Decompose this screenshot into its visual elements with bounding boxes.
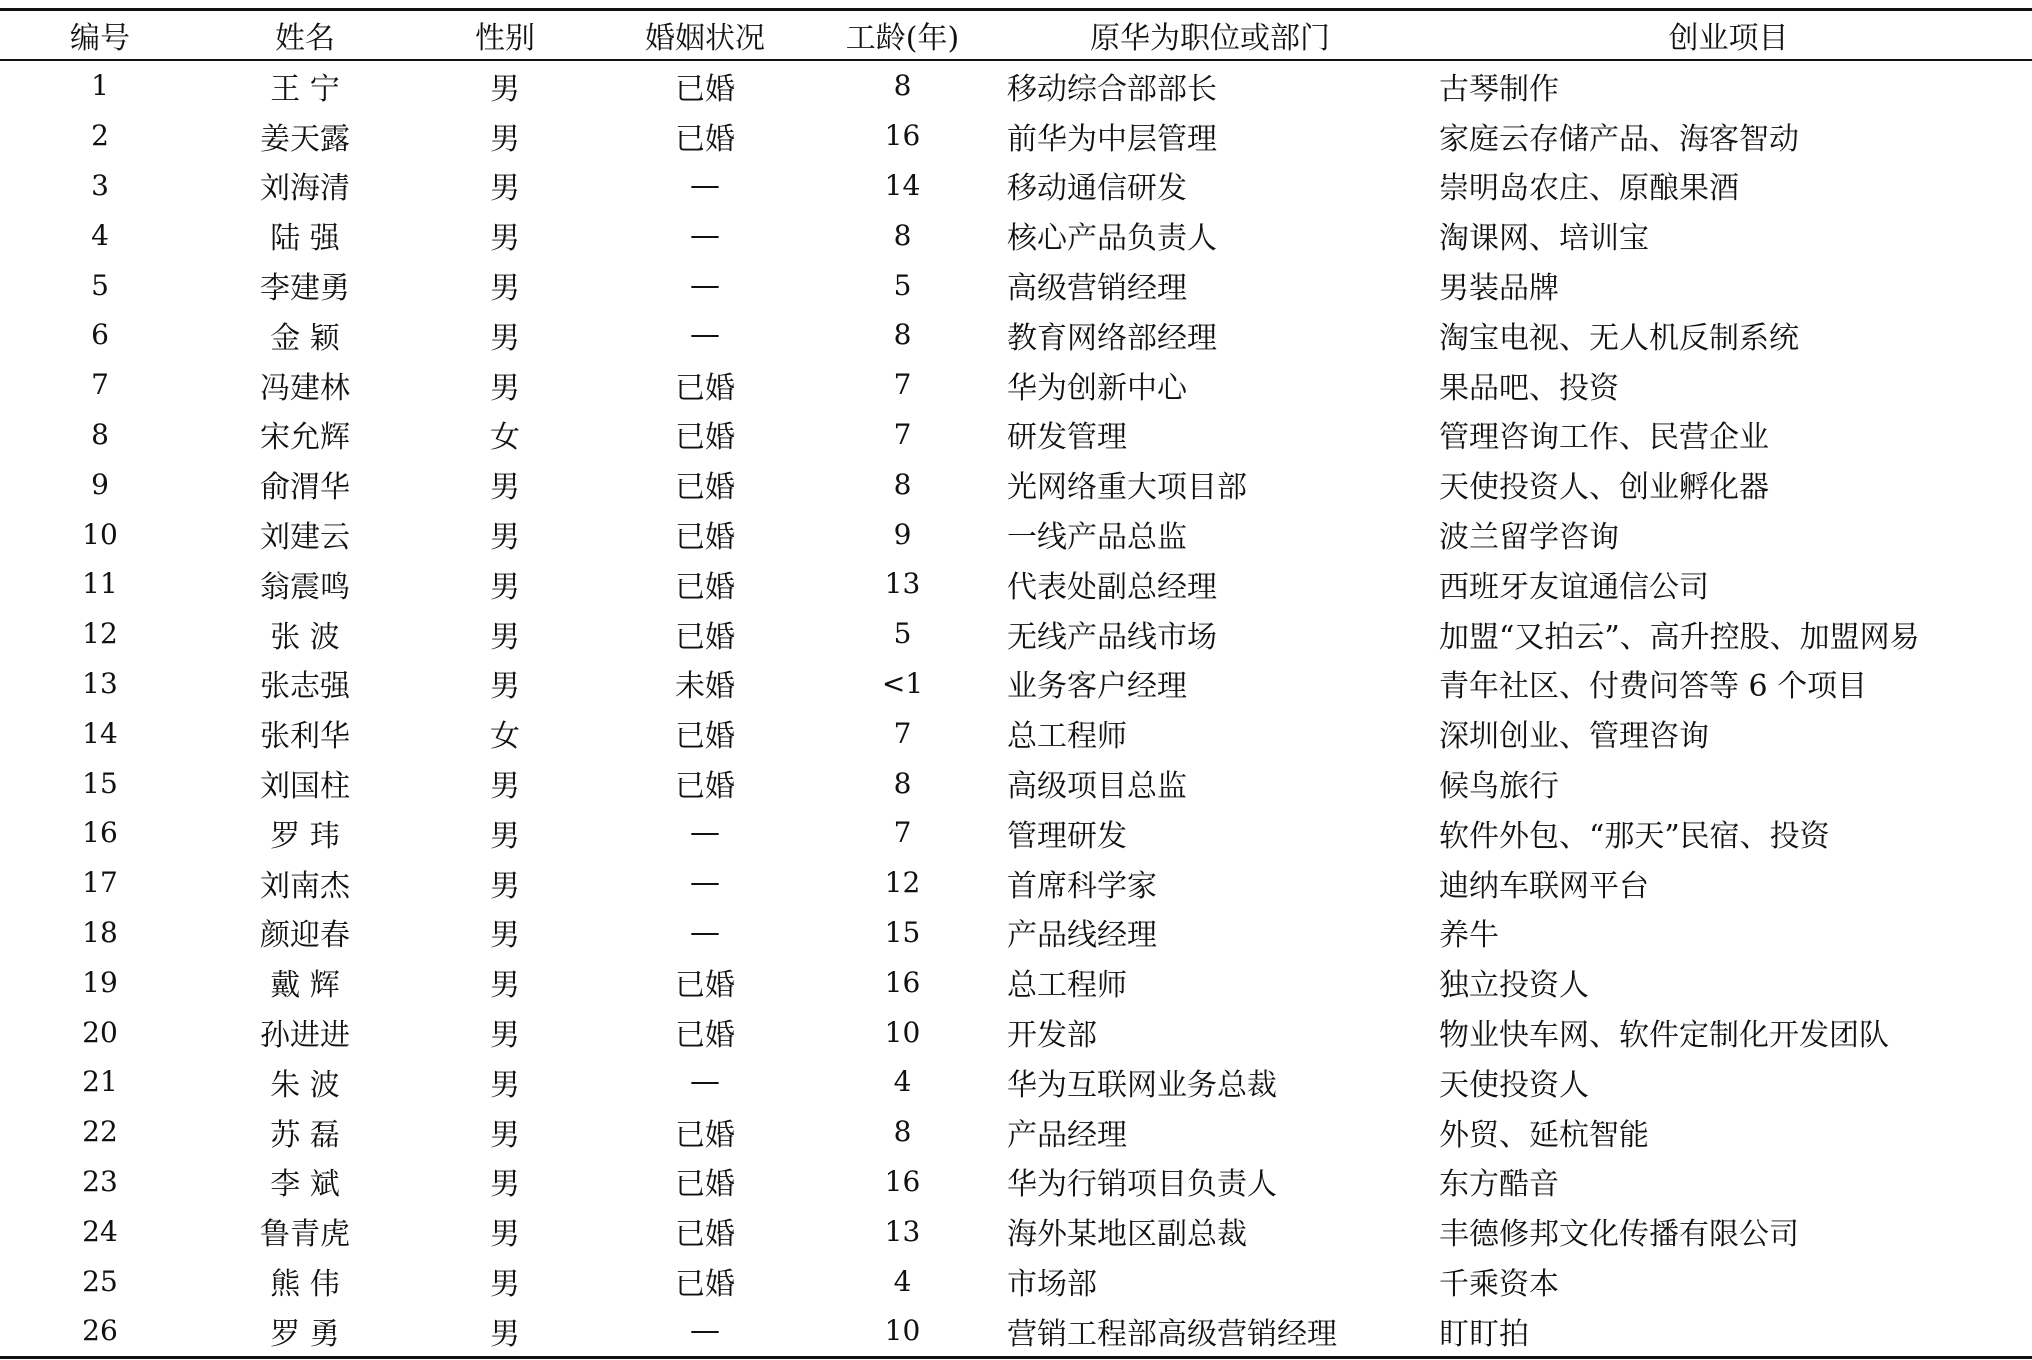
cell-position: 产品经理: [1007, 1117, 1127, 1153]
cell-gender: 男: [490, 370, 520, 406]
cell-years: 10: [884, 1015, 921, 1049]
cell-marital-status: 已婚: [675, 1018, 735, 1054]
cell-years: 16: [884, 965, 921, 999]
cell-years: 13: [884, 567, 921, 601]
cell-name: 朱 波: [270, 1067, 340, 1103]
cell-gender: 男: [490, 569, 520, 605]
cell-gender: 男: [490, 619, 520, 655]
table-row: [0, 708, 2032, 758]
cell-years: 8: [893, 218, 912, 252]
cell-project: 天使投资人: [1439, 1067, 1589, 1103]
cell-number: 2: [91, 119, 109, 153]
cell-marital-status: 已婚: [675, 520, 735, 556]
cell-number: 12: [82, 617, 118, 651]
cell-project: 天使投资人、创业孵化器: [1439, 470, 1769, 506]
cell-position: 代表处副总经理: [1007, 569, 1217, 605]
cell-project: 崇明岛农庄、原酿果酒: [1439, 171, 1739, 207]
cell-number: 9: [91, 467, 109, 501]
cell-position: 高级项目总监: [1007, 769, 1187, 805]
cell-name: 颜迎春: [260, 918, 350, 954]
table-row: [0, 1057, 2032, 1107]
cell-position: 高级营销经理: [1007, 271, 1187, 307]
cell-project: 西班牙友谊通信公司: [1439, 569, 1709, 605]
cell-years: 7: [893, 368, 912, 402]
table-row: [0, 609, 2032, 659]
cell-name: 刘南杰: [260, 868, 350, 904]
cell-marital-status: 已婚: [675, 1167, 735, 1203]
header-years-of-service: 工龄(年): [845, 21, 960, 56]
cell-years: 8: [893, 766, 912, 800]
cell-position: 光网络重大项目部: [1007, 470, 1247, 506]
header-name: 姓名: [275, 21, 335, 56]
cell-number: 22: [82, 1115, 118, 1149]
cell-marital-status: —: [690, 865, 720, 901]
table-row: [0, 1107, 2032, 1157]
cell-project: 盯盯拍: [1439, 1316, 1529, 1352]
table-row: [0, 1157, 2032, 1207]
table-row: [0, 509, 2032, 559]
cell-number: 24: [82, 1214, 118, 1248]
cell-marital-status: —: [690, 167, 720, 203]
cell-years: 4: [893, 1264, 912, 1298]
cell-gender: 男: [490, 271, 520, 307]
cell-gender: 男: [490, 968, 520, 1004]
cell-gender: 男: [490, 918, 520, 954]
cell-years: 16: [884, 119, 921, 153]
table-row: [0, 210, 2032, 260]
cell-project: 波兰留学咨询: [1439, 520, 1619, 556]
cell-gender: 男: [490, 320, 520, 356]
cell-number: 16: [82, 816, 118, 850]
cell-name: 刘国柱: [260, 769, 350, 805]
cell-name: 孙进进: [260, 1018, 350, 1054]
cell-position: 总工程师: [1007, 968, 1127, 1004]
cell-position: 教育网络部经理: [1007, 320, 1217, 356]
table-row: [0, 758, 2032, 808]
cell-name: 张 波: [270, 619, 340, 655]
cell-number: 23: [82, 1164, 118, 1198]
cell-number: 26: [82, 1314, 118, 1348]
cell-position: 海外某地区副总裁: [1007, 1217, 1247, 1253]
cell-marital-status: 已婚: [675, 470, 735, 506]
cell-project: 男装品牌: [1439, 271, 1559, 307]
cell-project: 深圳创业、管理咨询: [1439, 719, 1709, 755]
cell-position: 管理研发: [1007, 818, 1127, 854]
cell-position: 华为创新中心: [1007, 370, 1187, 406]
header-marital-status: 婚姻状况: [645, 21, 765, 56]
cell-years: 16: [884, 1164, 921, 1198]
header-gender: 性别: [475, 21, 535, 56]
cell-name: 罗 勇: [270, 1316, 340, 1352]
table-row: [0, 1256, 2032, 1306]
cell-name: 戴 辉: [270, 968, 340, 1004]
cell-number: 4: [91, 218, 109, 252]
cell-name: 翁震鸣: [260, 569, 350, 605]
cell-number: 10: [82, 517, 118, 551]
entrepreneurs-table: [0, 8, 2032, 1359]
cell-years: 7: [893, 816, 912, 850]
cell-number: 3: [91, 168, 109, 202]
cell-name: 刘海清: [260, 171, 350, 207]
cell-marital-status: —: [690, 217, 720, 253]
cell-number: 1: [91, 69, 109, 103]
table-row: [0, 60, 2032, 111]
cell-position: 前华为中层管理: [1007, 121, 1217, 157]
cell-marital-status: 已婚: [675, 420, 735, 456]
cell-project: 软件外包、“那天”民宿、投资: [1439, 818, 1830, 854]
cell-name: 刘建云: [260, 520, 350, 556]
cell-marital-status: 已婚: [675, 619, 735, 655]
cell-marital-status: —: [690, 914, 720, 950]
cell-marital-status: 未婚: [675, 669, 735, 705]
cell-number: 5: [91, 268, 109, 302]
cell-project: 青年社区、付费问答等 6 个项目: [1439, 669, 1868, 705]
cell-project: 果品吧、投资: [1439, 370, 1619, 406]
cell-gender: 男: [490, 1067, 520, 1103]
cell-gender: 男: [490, 470, 520, 506]
cell-position: 华为互联网业务总裁: [1007, 1067, 1277, 1103]
cell-gender: 女: [490, 719, 520, 755]
cell-marital-status: —: [690, 1064, 720, 1100]
cell-gender: 男: [490, 868, 520, 904]
cell-position: 首席科学家: [1007, 868, 1157, 904]
document-table-container: [0, 8, 2032, 1359]
cell-years: <1: [881, 666, 924, 700]
cell-gender: 男: [490, 520, 520, 556]
cell-years: 14: [884, 168, 921, 202]
cell-gender: 男: [490, 221, 520, 257]
cell-position: 产品线经理: [1007, 918, 1157, 954]
cell-number: 6: [91, 318, 109, 352]
cell-name: 苏 磊: [270, 1117, 340, 1153]
cell-gender: 男: [490, 1217, 520, 1253]
cell-number: 8: [91, 417, 109, 451]
cell-project: 淘宝电视、无人机反制系统: [1439, 320, 1799, 356]
cell-name: 罗 玮: [270, 818, 340, 854]
cell-name: 张志强: [260, 669, 350, 705]
cell-marital-status: —: [690, 267, 720, 303]
table-header-row: [0, 10, 2032, 61]
cell-gender: 男: [490, 121, 520, 157]
table-row: [0, 559, 2032, 609]
table-row: [0, 808, 2032, 858]
cell-gender: 男: [490, 1167, 520, 1203]
cell-gender: 女: [490, 420, 520, 456]
cell-project: 家庭云存储产品、海客智动: [1439, 121, 1799, 157]
cell-project: 候鸟旅行: [1439, 769, 1559, 805]
cell-gender: 男: [490, 171, 520, 207]
cell-gender: 男: [490, 1018, 520, 1054]
cell-position: 无线产品线市场: [1007, 619, 1217, 655]
cell-number: 14: [82, 716, 118, 750]
cell-position: 总工程师: [1007, 719, 1127, 755]
cell-position: 业务客户经理: [1007, 669, 1187, 705]
cell-position: 一线产品总监: [1007, 520, 1187, 556]
cell-marital-status: 已婚: [675, 719, 735, 755]
cell-number: 21: [82, 1065, 118, 1099]
cell-name: 王 宁: [270, 71, 340, 107]
table-row: [0, 957, 2032, 1007]
cell-name: 李建勇: [260, 271, 350, 307]
cell-marital-status: 已婚: [675, 769, 735, 805]
cell-position: 研发管理: [1007, 420, 1127, 456]
cell-marital-status: 已婚: [675, 1117, 735, 1153]
cell-marital-status: —: [690, 1313, 720, 1349]
cell-project: 管理咨询工作、民营企业: [1439, 420, 1769, 456]
table-row: [0, 1206, 2032, 1256]
cell-marital-status: 已婚: [675, 968, 735, 1004]
cell-name: 张利华: [260, 719, 350, 755]
table-body: [0, 60, 2032, 1357]
cell-number: 15: [82, 766, 118, 800]
cell-years: 12: [884, 866, 921, 900]
cell-number: 19: [82, 965, 118, 999]
table-row: [0, 260, 2032, 310]
table-row: [0, 908, 2032, 958]
cell-marital-status: 已婚: [675, 569, 735, 605]
cell-position: 营销工程部高级营销经理: [1007, 1316, 1337, 1352]
cell-number: 7: [91, 368, 109, 402]
cell-position: 核心产品负责人: [1007, 221, 1217, 257]
cell-years: 8: [893, 467, 912, 501]
cell-years: 9: [893, 517, 912, 551]
cell-project: 外贸、延杭智能: [1439, 1117, 1649, 1153]
cell-years: 8: [893, 1115, 912, 1149]
cell-marital-status: 已婚: [675, 121, 735, 157]
cell-years: 15: [884, 915, 921, 949]
cell-gender: 男: [490, 769, 520, 805]
cell-position: 华为行销项目负责人: [1007, 1167, 1277, 1203]
cell-project: 东方酷音: [1439, 1167, 1559, 1203]
cell-name: 俞渭华: [260, 470, 350, 506]
table-row: [0, 659, 2032, 709]
cell-years: 8: [893, 69, 912, 103]
cell-years: 13: [884, 1214, 921, 1248]
cell-gender: 男: [490, 71, 520, 107]
cell-years: 7: [893, 417, 912, 451]
cell-name: 陆 强: [270, 221, 340, 257]
cell-years: 8: [893, 318, 912, 352]
table-row: [0, 360, 2032, 410]
cell-years: 4: [893, 1065, 912, 1099]
cell-project: 丰德修邦文化传播有限公司: [1439, 1217, 1799, 1253]
cell-years: 7: [893, 716, 912, 750]
table-row: [0, 459, 2032, 509]
cell-number: 18: [82, 915, 118, 949]
cell-project: 迪纳车联网平台: [1439, 868, 1649, 904]
cell-marital-status: 已婚: [675, 1217, 735, 1253]
cell-years: 5: [893, 268, 912, 302]
cell-years: 10: [884, 1314, 921, 1348]
cell-gender: 男: [490, 818, 520, 854]
cell-number: 11: [82, 567, 118, 601]
header-number: 编号: [70, 21, 130, 56]
cell-project: 养牛: [1439, 918, 1499, 954]
cell-name: 鲁青虎: [260, 1217, 350, 1253]
cell-gender: 男: [490, 1117, 520, 1153]
header-former-position: 原华为职位或部门: [1090, 21, 1330, 56]
table-row: [0, 111, 2032, 161]
cell-number: 20: [82, 1015, 118, 1049]
cell-project: 独立投资人: [1439, 968, 1589, 1004]
cell-marital-status: —: [690, 317, 720, 353]
cell-number: 17: [82, 866, 118, 900]
cell-marital-status: 已婚: [675, 1267, 735, 1303]
cell-project: 淘课网、培训宝: [1439, 221, 1649, 257]
cell-position: 开发部: [1007, 1018, 1097, 1054]
cell-position: 市场部: [1007, 1267, 1097, 1303]
cell-name: 冯建林: [260, 370, 350, 406]
cell-name: 熊 伟: [270, 1267, 340, 1303]
cell-project: 物业快车网、软件定制化开发团队: [1439, 1018, 1889, 1054]
cell-project: 加盟“又拍云”、高升控股、加盟网易: [1439, 619, 1920, 655]
cell-name: 姜天露: [260, 121, 350, 157]
table-row: [0, 1007, 2032, 1057]
cell-project: 千乘资本: [1439, 1267, 1559, 1303]
cell-position: 移动通信研发: [1007, 171, 1187, 207]
cell-number: 13: [82, 666, 118, 700]
table-row: [0, 1306, 2032, 1357]
cell-marital-status: 已婚: [675, 71, 735, 107]
cell-name: 宋允辉: [260, 420, 350, 456]
cell-number: 25: [82, 1264, 118, 1298]
table-row: [0, 161, 2032, 211]
table-row: [0, 410, 2032, 460]
table-row: [0, 858, 2032, 908]
cell-position: 移动综合部部长: [1007, 71, 1217, 107]
cell-gender: 男: [490, 1316, 520, 1352]
cell-name: 金 颖: [270, 320, 340, 356]
cell-name: 李 斌: [270, 1167, 340, 1203]
cell-gender: 男: [490, 1267, 520, 1303]
table-row: [0, 310, 2032, 360]
cell-marital-status: —: [690, 815, 720, 851]
cell-years: 5: [893, 617, 912, 651]
cell-project: 古琴制作: [1439, 71, 1559, 107]
cell-gender: 男: [490, 669, 520, 705]
cell-marital-status: 已婚: [675, 370, 735, 406]
header-startup-project: 创业项目: [1668, 21, 1789, 56]
